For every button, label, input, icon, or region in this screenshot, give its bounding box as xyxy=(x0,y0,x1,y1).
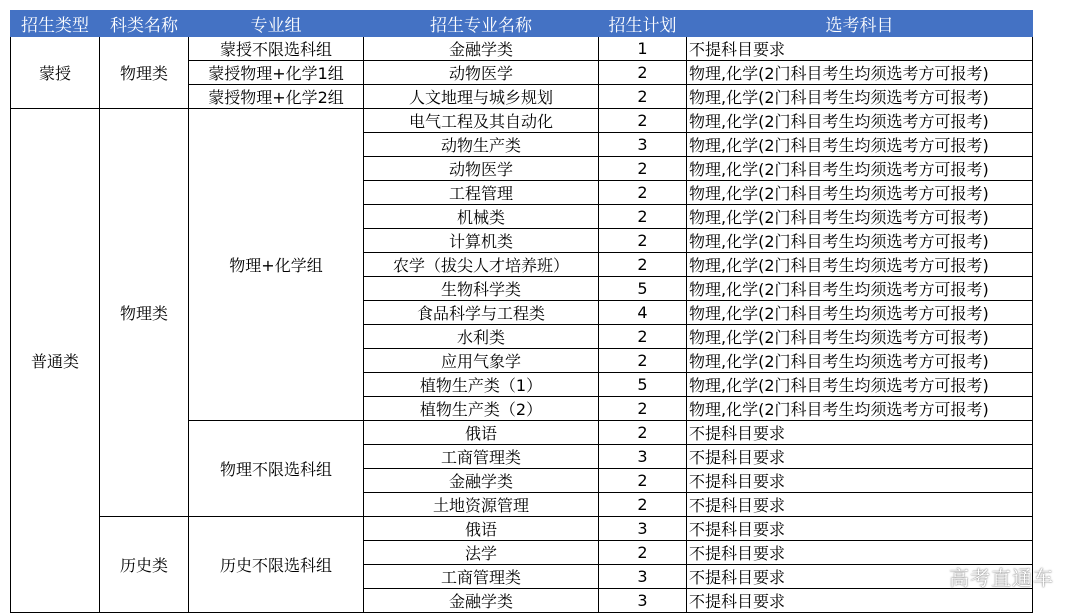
major-cell: 电气工程及其自动化 xyxy=(364,109,599,133)
plan-cell: 2 xyxy=(599,109,687,133)
major-group-cell: 历史不限选科组 xyxy=(189,517,364,613)
req-cell: 物理,化学(2门科目考生均须选考方可报考) xyxy=(687,157,1033,181)
major-cell: 植物生产类（1） xyxy=(364,373,599,397)
major-group-cell: 蒙授物理+化学2组 xyxy=(189,85,364,109)
req-cell: 物理,化学(2门科目考生均须选考方可报考) xyxy=(687,85,1033,109)
req-cell: 物理,化学(2门科目考生均须选考方可报考) xyxy=(687,229,1033,253)
major-group-cell: 物理不限选科组 xyxy=(189,421,364,517)
major-cell: 土地资源管理 xyxy=(364,493,599,517)
plan-cell: 2 xyxy=(599,205,687,229)
header-subject-class: 科类名称 xyxy=(100,11,189,37)
header-admission-type: 招生类型 xyxy=(11,11,100,37)
major-cell: 生物科学类 xyxy=(364,277,599,301)
major-cell: 农学（拔尖人才培养班） xyxy=(364,253,599,277)
major-cell: 动物生产类 xyxy=(364,133,599,157)
plan-cell: 3 xyxy=(599,517,687,541)
req-cell: 不提科目要求 xyxy=(687,589,1033,613)
req-cell: 物理,化学(2门科目考生均须选考方可报考) xyxy=(687,181,1033,205)
major-cell: 法学 xyxy=(364,541,599,565)
req-cell: 不提科目要求 xyxy=(687,445,1033,469)
admission-type-cell: 普通类 xyxy=(11,109,100,613)
header-major-name: 招生专业名称 xyxy=(364,11,599,37)
major-cell: 俄语 xyxy=(364,517,599,541)
plan-cell: 2 xyxy=(599,541,687,565)
plan-cell: 5 xyxy=(599,277,687,301)
header-plan: 招生计划 xyxy=(599,11,687,37)
major-cell: 水利类 xyxy=(364,325,599,349)
major-group-cell: 蒙授不限选科组 xyxy=(189,37,364,61)
req-cell: 物理,化学(2门科目考生均须选考方可报考) xyxy=(687,301,1033,325)
plan-cell: 3 xyxy=(599,133,687,157)
plan-cell: 2 xyxy=(599,61,687,85)
plan-cell: 2 xyxy=(599,253,687,277)
req-cell: 不提科目要求 xyxy=(687,469,1033,493)
major-cell: 应用气象学 xyxy=(364,349,599,373)
major-cell: 金融学类 xyxy=(364,469,599,493)
plan-cell: 2 xyxy=(599,493,687,517)
major-cell: 金融学类 xyxy=(364,589,599,613)
major-cell: 计算机类 xyxy=(364,229,599,253)
table-row xyxy=(11,109,1033,133)
table-row xyxy=(11,517,1033,541)
plan-cell: 5 xyxy=(599,373,687,397)
plan-cell: 3 xyxy=(599,445,687,469)
req-cell: 物理,化学(2门科目考生均须选考方可报考) xyxy=(687,349,1033,373)
req-cell: 物理,化学(2门科目考生均须选考方可报考) xyxy=(687,61,1033,85)
plan-cell: 2 xyxy=(599,181,687,205)
major-cell: 工商管理类 xyxy=(364,445,599,469)
watermark-text: 高考直通车 xyxy=(949,566,1054,590)
major-group-cell: 物理+化学组 xyxy=(189,109,364,421)
major-cell: 食品科学与工程类 xyxy=(364,301,599,325)
req-cell: 不提科目要求 xyxy=(687,37,1033,61)
subject-class-cell: 物理类 xyxy=(100,37,189,109)
major-cell: 机械类 xyxy=(364,205,599,229)
plan-cell: 4 xyxy=(599,301,687,325)
major-group-cell: 蒙授物理+化学1组 xyxy=(189,61,364,85)
req-cell: 物理,化学(2门科目考生均须选考方可报考) xyxy=(687,253,1033,277)
major-cell: 动物医学 xyxy=(364,61,599,85)
req-cell: 不提科目要求 xyxy=(687,493,1033,517)
plan-cell: 2 xyxy=(599,349,687,373)
major-cell: 工程管理 xyxy=(364,181,599,205)
subject-class-cell: 历史类 xyxy=(100,517,189,613)
subject-class-cell: 物理类 xyxy=(100,109,189,517)
req-cell: 物理,化学(2门科目考生均须选考方可报考) xyxy=(687,325,1033,349)
major-cell: 俄语 xyxy=(364,421,599,445)
plan-cell: 3 xyxy=(599,565,687,589)
plan-cell: 1 xyxy=(599,37,687,61)
plan-cell: 2 xyxy=(599,157,687,181)
req-cell: 不提科目要求 xyxy=(687,565,1033,589)
plan-cell: 2 xyxy=(599,85,687,109)
req-cell: 不提科目要求 xyxy=(687,517,1033,541)
req-cell: 物理,化学(2门科目考生均须选考方可报考) xyxy=(687,277,1033,301)
plan-cell: 3 xyxy=(599,589,687,613)
plan-cell: 2 xyxy=(599,397,687,421)
req-cell: 物理,化学(2门科目考生均须选考方可报考) xyxy=(687,109,1033,133)
major-cell: 人文地理与城乡规划 xyxy=(364,85,599,109)
plan-cell: 2 xyxy=(599,325,687,349)
header-required-subjects: 选考科目 xyxy=(687,11,1033,37)
plan-cell: 2 xyxy=(599,421,687,445)
admission-type-cell: 蒙授 xyxy=(11,37,100,109)
major-cell: 动物医学 xyxy=(364,157,599,181)
req-cell: 不提科目要求 xyxy=(687,541,1033,565)
req-cell: 物理,化学(2门科目考生均须选考方可报考) xyxy=(687,397,1033,421)
plan-cell: 2 xyxy=(599,469,687,493)
plan-cell: 2 xyxy=(599,229,687,253)
admissions-table xyxy=(10,10,1033,613)
req-cell: 物理,化学(2门科目考生均须选考方可报考) xyxy=(687,133,1033,157)
req-cell: 不提科目要求 xyxy=(687,421,1033,445)
major-cell: 植物生产类（2） xyxy=(364,397,599,421)
header-row xyxy=(11,11,1033,37)
req-cell: 物理,化学(2门科目考生均须选考方可报考) xyxy=(687,373,1033,397)
major-cell: 工商管理类 xyxy=(364,565,599,589)
req-cell: 物理,化学(2门科目考生均须选考方可报考) xyxy=(687,205,1033,229)
table-row xyxy=(11,37,1033,61)
header-major-group: 专业组 xyxy=(189,11,364,37)
major-cell: 金融学类 xyxy=(364,37,599,61)
